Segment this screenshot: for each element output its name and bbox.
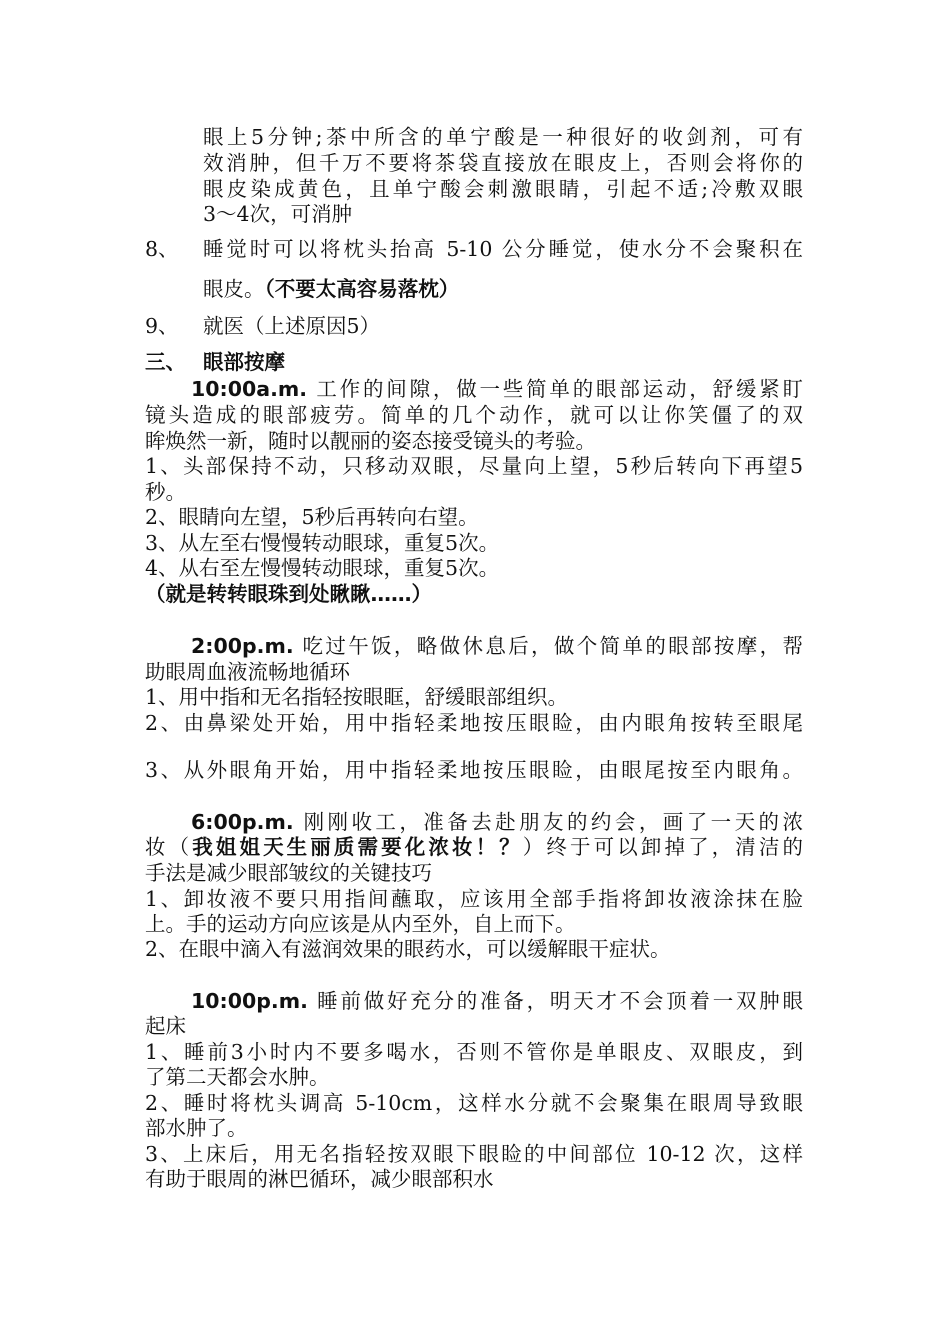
paragraph-text-part: 妆（ [145, 835, 193, 859]
bold-note: （就是转转眼珠到处瞅瞅……） [145, 582, 432, 606]
step-line: 秒。 [145, 480, 186, 504]
time-paragraph-line [191, 809, 803, 835]
step-line: 1、头部保持不动，只移动双眼，尽量向上望，5秒后转向下再望5 [145, 454, 803, 478]
list-item-text: 睡觉时可以将枕头抬高 5-10 公分睡觉，使水分不会聚积在 [203, 237, 803, 261]
step-line: 部水肿了。 [145, 1116, 248, 1140]
bold-note: （不要太高容易落枕） [264, 277, 460, 301]
list-item-text-part: 眼皮。 [203, 277, 265, 301]
step-line: 有助于眼周的淋巴循环，减少眼部积水 [145, 1167, 494, 1191]
time-paragraph-text: 吃过午饭，略做休息后，做个简单的眼部按摩，帮 [302, 634, 803, 658]
paragraph-line: 起床 [145, 1014, 186, 1038]
list-item-text: 就医（上述原因5） [203, 314, 381, 338]
time-paragraph-line [191, 988, 803, 1014]
bold-note: 我姐姐天生丽质需要化浓妆！？ [192, 835, 523, 859]
step-line: 3、从外眼角开始，用中指轻柔地按压眼睑，由眼尾按至内眼角。 [145, 758, 803, 782]
paragraph-text-part: ）终于可以卸掉了，清洁的 [522, 835, 804, 859]
paragraph-line: 镜头造成的眼部疲劳。简单的几个动作，就可以让你笑僵了的双 [145, 403, 803, 427]
time-label: 6:00p.m. [191, 810, 294, 834]
step-line: 1、卸妆液不要只用指间蘸取，应该用全部手指将卸妆液涂抹在脸 [145, 887, 803, 911]
paragraph-line: 3～4次，可消肿 [203, 202, 353, 226]
step-line: 4、从右至左慢慢转动眼球，重复5次。 [145, 556, 500, 580]
paragraph-line: 助眼周血液流畅地循环 [145, 660, 350, 684]
paragraph-line: 眼皮染成黄色，且单宁酸会刺激眼睛，引起不适;冷敷双眼 [203, 177, 803, 201]
list-item-text [203, 276, 459, 302]
time-paragraph-text: 刚刚收工，准备去赴朋友的约会，画了一天的浓 [303, 810, 803, 834]
step-line: 1、用中指和无名指轻按眼眶，舒缓眼部组织。 [145, 685, 569, 709]
list-number: 9、 [145, 314, 179, 338]
step-line: 2、由鼻梁处开始，用中指轻柔地按压眼睑，由内眼角按转至眼尾 [145, 711, 803, 735]
step-line: 上。手的运动方向应该是从内至外，自上而下。 [145, 912, 576, 936]
paragraph-line: 效消肿，但千万不要将茶袋直接放在眼皮上，否则会将你的 [203, 151, 803, 175]
step-line: 了第二天都会水肿。 [145, 1065, 330, 1089]
step-line: 3、从左至右慢慢转动眼球，重复5次。 [145, 531, 500, 555]
step-line: 2、睡时将枕头调高 5-10cm，这样水分就不会聚集在眼周导致眼 [145, 1091, 803, 1115]
time-label: 10:00p.m. [191, 989, 308, 1013]
paragraph-line [145, 834, 803, 860]
step-line: 3、上床后，用无名指轻按双眼下眼睑的中间部位 10-12 次，这样 [145, 1142, 803, 1166]
step-line: 2、眼睛向左望，5秒后再转向右望。 [145, 505, 479, 529]
paragraph-line: 眼上5分钟;茶中所含的单宁酸是一种很好的收剑剂，可有 [203, 125, 803, 149]
step-line: 2、在眼中滴入有滋润效果的眼药水，可以缓解眼干症状。 [145, 937, 671, 961]
time-label: 10:00a.m. [191, 377, 308, 401]
time-paragraph-text: 睡前做好充分的准备，明天才不会顶着一双肿眼 [317, 989, 803, 1013]
time-paragraph-line [191, 376, 803, 402]
section-heading: 眼部按摩 [203, 350, 285, 374]
list-number: 8、 [145, 237, 179, 261]
time-label: 2:00p.m. [191, 634, 294, 658]
paragraph-line: 手法是减少眼部皱纹的关键技巧 [145, 861, 432, 885]
step-line: 1、睡前3小时内不要多喝水，否则不管你是单眼皮、双眼皮，到 [145, 1040, 803, 1064]
section-number: 三、 [145, 350, 186, 374]
paragraph-line: 眸焕然一新，随时以靓丽的姿态接受镜头的考验。 [145, 429, 596, 453]
time-paragraph-line [191, 633, 803, 659]
time-paragraph-text: 工作的间隙，做一些简单的眼部运动，舒缓紧盯 [316, 377, 803, 401]
